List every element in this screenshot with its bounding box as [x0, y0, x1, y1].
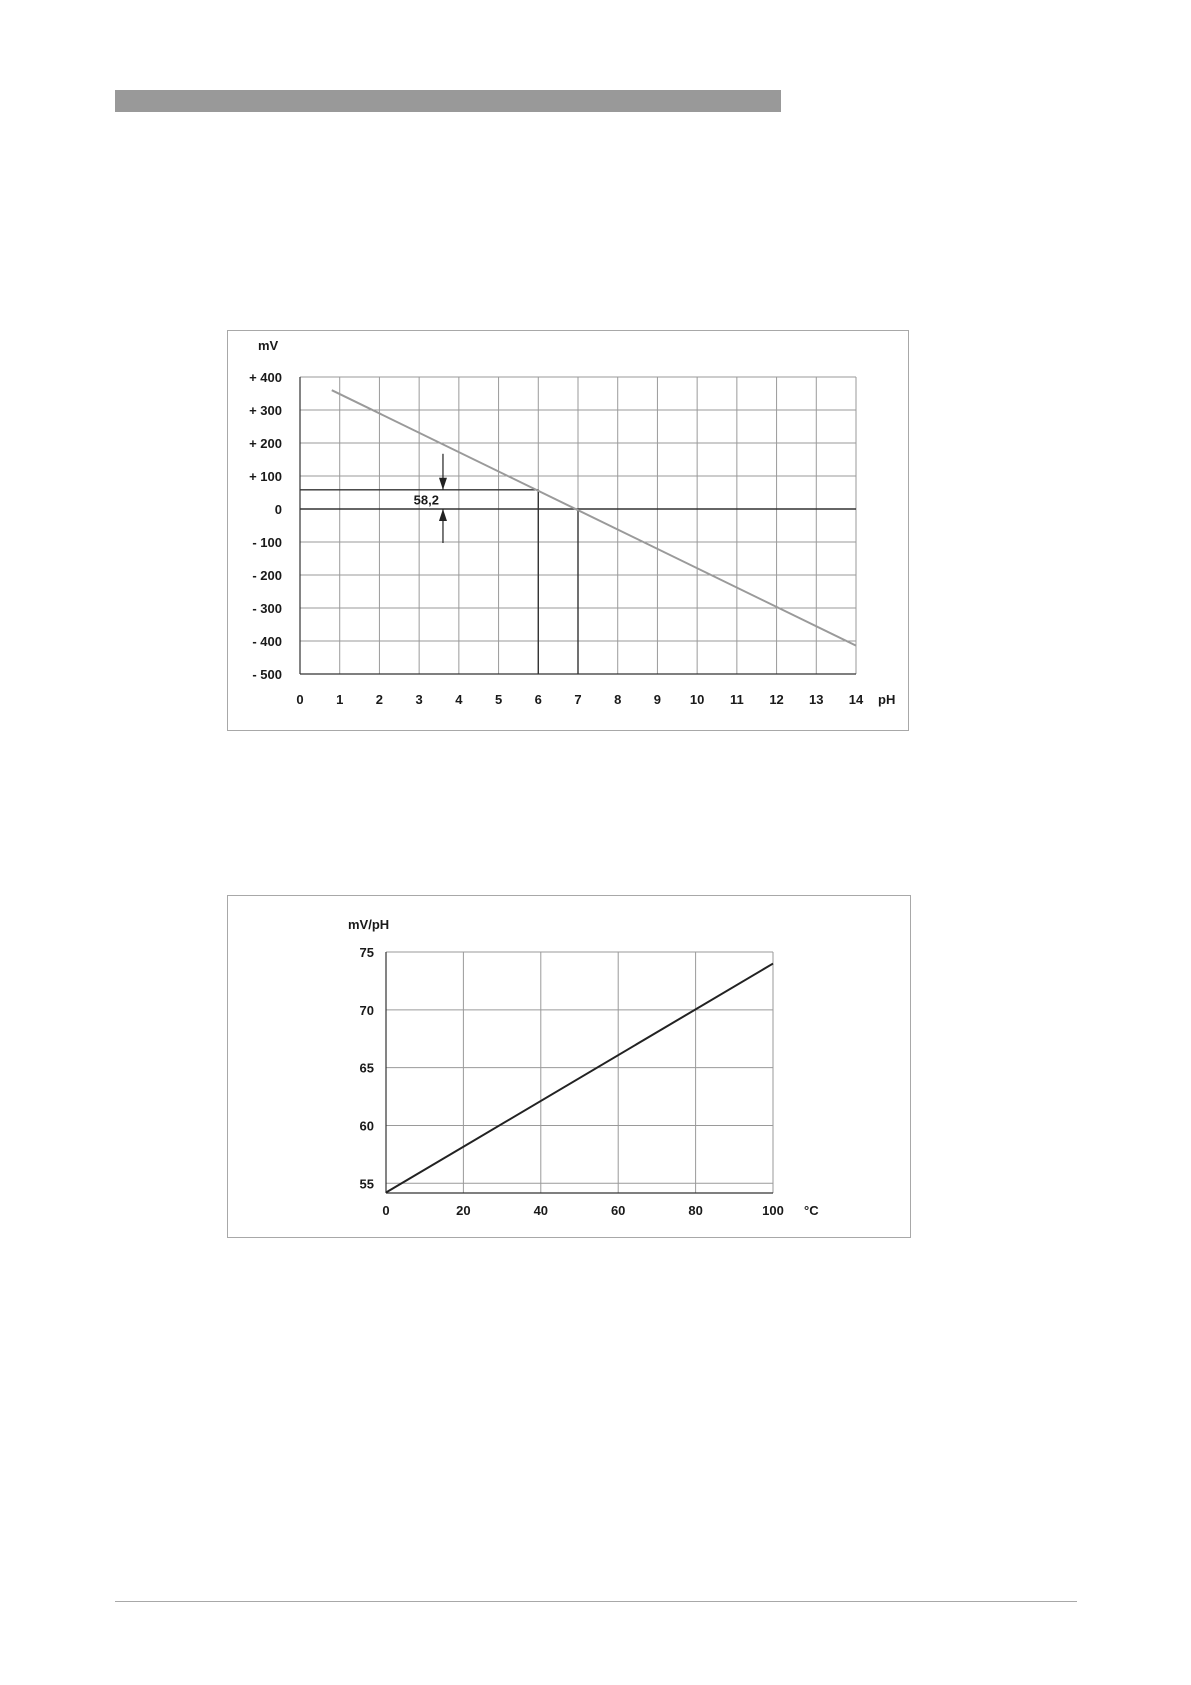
y-tick-label: - 200 — [252, 568, 282, 583]
x-axis-label: pH — [878, 692, 896, 707]
y-tick-label: - 500 — [252, 667, 282, 682]
chart-mv-vs-ph-svg — [228, 331, 910, 732]
y-tick-label: 55 — [359, 1176, 374, 1192]
x-tick-label: 0 — [296, 692, 304, 707]
x-tick-label: 3 — [415, 692, 423, 707]
x-tick-label: 11 — [729, 692, 744, 707]
x-tick-label: 13 — [809, 692, 824, 707]
x-tick-label: 10 — [689, 692, 705, 707]
x-axis-label: °C — [804, 1203, 819, 1218]
x-tick-label: 20 — [456, 1203, 471, 1218]
y-tick-label: + 200 — [249, 436, 282, 451]
x-tick-label: 9 — [653, 692, 662, 707]
x-tick-label: 5 — [494, 692, 503, 707]
y-tick-label: - 300 — [252, 601, 282, 616]
y-tick-label: + 100 — [249, 469, 282, 484]
annotation-arrowhead-down — [439, 478, 447, 490]
y-axis-label: mV — [258, 338, 279, 353]
x-tick-label: 0 — [382, 1203, 390, 1218]
x-tick-label: 7 — [574, 692, 582, 707]
x-tick-label: 2 — [375, 692, 384, 707]
x-tick-label: 60 — [610, 1203, 626, 1218]
x-tick-label: 80 — [688, 1203, 703, 1218]
series-line-slope — [386, 964, 773, 1193]
y-tick-label: - 400 — [252, 634, 282, 649]
y-tick-label: 75 — [359, 945, 374, 960]
header-bar — [115, 90, 781, 112]
x-tick-label: 12 — [769, 692, 784, 707]
series-line-mv — [332, 390, 856, 645]
chart-mv-vs-ph — [227, 330, 909, 731]
annotation-arrowhead-up — [439, 509, 447, 521]
y-tick-label: - 100 — [252, 535, 282, 550]
x-tick-label: 4 — [455, 692, 463, 707]
y-tick-label: 60 — [359, 1118, 374, 1134]
x-tick-label: 14 — [848, 692, 864, 707]
chart-slope-vs-temperature — [227, 895, 911, 1238]
x-tick-label: 1 — [336, 692, 344, 707]
x-tick-label: 8 — [614, 692, 622, 707]
annotation-label: 58,2 — [413, 492, 439, 508]
y-tick-label: + 300 — [249, 403, 282, 418]
y-tick-label: + 400 — [249, 370, 282, 385]
y-tick-label: 0 — [274, 502, 282, 517]
x-tick-label: 100 — [762, 1203, 784, 1218]
footer-rule — [115, 1601, 1077, 1602]
y-axis-label: mV/pH — [348, 917, 390, 932]
y-tick-label: 65 — [359, 1060, 374, 1076]
x-tick-label: 6 — [534, 692, 542, 707]
x-tick-label: 40 — [533, 1203, 549, 1218]
y-tick-label: 70 — [359, 1002, 374, 1018]
chart-slope-vs-temperature-svg — [228, 896, 912, 1239]
